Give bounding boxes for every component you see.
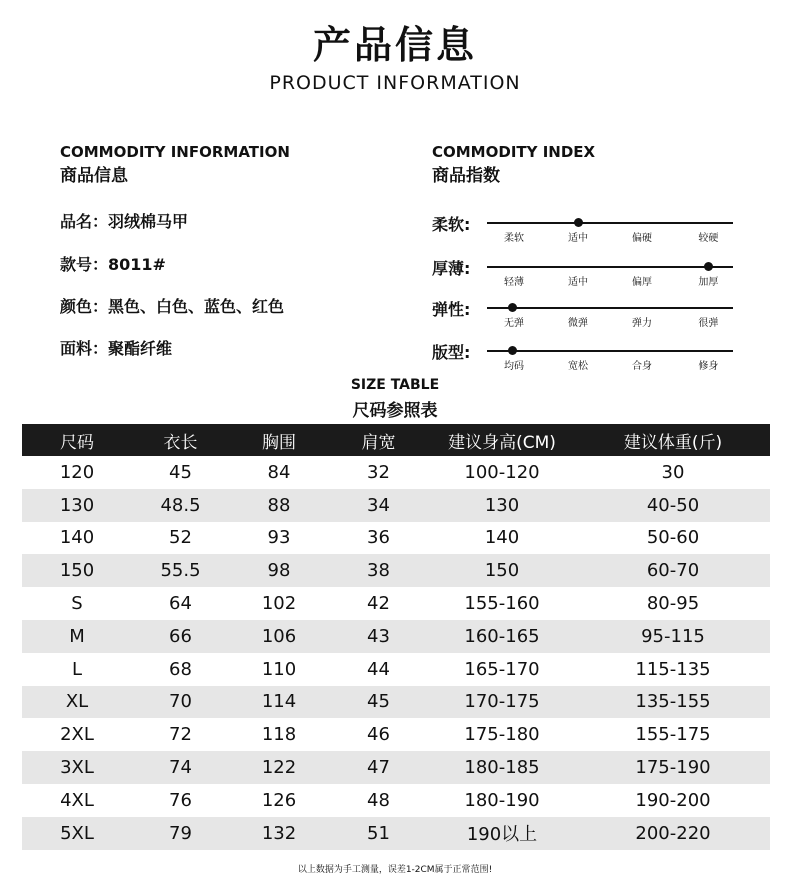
index-scale-tick: 加厚 xyxy=(698,277,719,288)
info-row-fabric: 面料：聚酯纤维 xyxy=(60,339,173,358)
table-cell: 155-175 xyxy=(635,724,711,746)
table-cell: 190以上 xyxy=(428,817,576,850)
info-row-colors: 颜色：黑色、白色、蓝色、红色 xyxy=(60,297,285,316)
table-row xyxy=(22,817,770,850)
size-table-title-en: SIZE TABLE xyxy=(350,377,440,393)
page-subtitle: PRODUCT INFORMATION xyxy=(269,72,521,94)
table-cell: 180-185 xyxy=(428,751,576,784)
table-cell: 38 xyxy=(329,554,428,587)
size-table-header-cell: 建议体重(斤) xyxy=(576,424,770,456)
index-scale-row xyxy=(432,212,742,252)
index-scale-tick: 适中 xyxy=(568,277,589,288)
table-cell: M xyxy=(22,620,132,653)
table-cell: 51 xyxy=(329,817,428,850)
table-cell: 170-175 xyxy=(428,686,576,719)
table-cell: 30 xyxy=(661,461,685,483)
index-scale-tick: 柔软 xyxy=(504,233,525,244)
table-row xyxy=(22,784,770,817)
table-cell: 140 xyxy=(59,527,95,549)
table-cell: 180-190 xyxy=(464,789,540,811)
table-cell: 55.5 xyxy=(132,554,229,587)
size-table-header-cell: 衣长 xyxy=(132,424,229,456)
table-cell: 130 xyxy=(428,489,576,522)
index-scale-tick: 较硬 xyxy=(698,233,719,244)
size-footnote: 以上数据为手工测量，误差1-2CM属于正常范围! xyxy=(297,865,493,875)
index-scale-line xyxy=(487,307,733,309)
table-cell: 150 xyxy=(22,554,132,587)
index-scale-tick: 弹力 xyxy=(631,318,652,329)
table-cell: 98 xyxy=(229,554,329,587)
table-cell: 160-165 xyxy=(428,620,576,653)
table-cell: 47 xyxy=(329,751,428,784)
table-cell: 132 xyxy=(229,817,329,850)
table-cell: 52 xyxy=(169,527,192,549)
table-cell: 100-120 xyxy=(464,461,540,483)
index-scale-tick: 微弹 xyxy=(568,318,589,329)
index-scale-marker xyxy=(508,303,517,312)
table-cell: 50-60 xyxy=(646,527,700,549)
table-cell: 88 xyxy=(229,489,329,522)
table-cell: 48.5 xyxy=(132,489,229,522)
index-scale-line xyxy=(487,222,733,224)
table-cell: 118 xyxy=(261,724,297,746)
table-cell: 5XL xyxy=(22,817,132,850)
table-cell: 190-200 xyxy=(635,789,711,811)
table-row xyxy=(22,686,770,719)
table-cell: 60-70 xyxy=(576,554,770,587)
table-cell: 126 xyxy=(261,789,297,811)
table-cell: 115-135 xyxy=(635,658,711,680)
table-cell: 102 xyxy=(261,593,297,615)
size-table-header-cell: 肩宽 xyxy=(329,424,428,456)
table-cell: 64 xyxy=(169,593,192,615)
index-scale-row xyxy=(432,256,742,296)
index-scale-tick: 轻薄 xyxy=(504,277,525,288)
table-cell: 3XL xyxy=(22,751,132,784)
table-row xyxy=(22,718,770,751)
table-cell: S xyxy=(71,593,83,615)
index-scale-tick: 均码 xyxy=(504,361,525,372)
table-cell: XL xyxy=(22,686,132,719)
size-table-header-cell: 建议身高(CM) xyxy=(428,424,576,456)
index-scale-line xyxy=(487,350,733,352)
table-cell: 68 xyxy=(169,658,192,680)
index-scale-row xyxy=(432,297,742,337)
table-cell: 40-50 xyxy=(576,489,770,522)
table-cell: 79 xyxy=(132,817,229,850)
page-title: 产品信息 xyxy=(312,23,477,67)
size-table-header-cell: 尺码 xyxy=(22,424,132,456)
table-cell: 46 xyxy=(367,724,390,746)
table-cell: 42 xyxy=(367,593,390,615)
table-row xyxy=(22,751,770,784)
info-row-name: 品名：羽绒棉马甲 xyxy=(60,212,189,231)
table-cell: 106 xyxy=(229,620,329,653)
index-scale-marker xyxy=(574,218,583,227)
table-cell: 140 xyxy=(484,527,520,549)
table-cell: 4XL xyxy=(60,789,94,811)
table-cell: 93 xyxy=(267,527,291,549)
table-cell: 2XL xyxy=(60,724,94,746)
index-scale-tick: 宽松 xyxy=(568,361,589,372)
index-scale-marker xyxy=(508,346,517,355)
table-cell: 84 xyxy=(267,461,291,483)
size-table-header-cell: 胸围 xyxy=(229,424,329,456)
commodity-index-title-cn: 商品指数 xyxy=(432,166,500,186)
index-scale-row xyxy=(432,340,742,380)
table-cell: 200-220 xyxy=(576,817,770,850)
table-cell: 80-95 xyxy=(646,593,700,615)
info-row-style-no: 款号：8011# xyxy=(60,255,166,274)
table-cell: 32 xyxy=(367,461,390,483)
index-scale-tick: 适中 xyxy=(568,233,589,244)
index-scale-label: 柔软: xyxy=(432,215,471,234)
table-row xyxy=(22,554,770,587)
table-cell: 175-190 xyxy=(576,751,770,784)
commodity-info-title-cn: 商品信息 xyxy=(60,166,128,186)
table-cell: 45 xyxy=(169,461,192,483)
table-cell: 74 xyxy=(132,751,229,784)
table-cell: 155-160 xyxy=(464,593,540,615)
table-cell: 34 xyxy=(329,489,428,522)
table-cell: 175-180 xyxy=(464,724,540,746)
table-cell: 114 xyxy=(229,686,329,719)
table-cell: 135-155 xyxy=(576,686,770,719)
index-scale-tick: 很弹 xyxy=(698,318,719,329)
table-cell: 72 xyxy=(169,724,192,746)
index-scale-label: 厚薄: xyxy=(432,259,471,278)
index-scale-tick: 修身 xyxy=(698,361,719,372)
table-row xyxy=(22,587,770,620)
index-scale-tick: 偏硬 xyxy=(631,233,652,244)
table-cell: L xyxy=(71,658,83,680)
size-table-header xyxy=(22,424,770,456)
table-cell: 110 xyxy=(261,658,297,680)
table-cell: 130 xyxy=(22,489,132,522)
table-cell: 120 xyxy=(59,461,95,483)
index-scale-marker xyxy=(704,262,713,271)
table-cell: 150 xyxy=(428,554,576,587)
size-table xyxy=(22,424,770,850)
index-scale-tick: 合身 xyxy=(631,361,652,372)
table-row xyxy=(22,653,770,686)
table-cell: 48 xyxy=(367,789,390,811)
table-cell: 70 xyxy=(132,686,229,719)
table-row xyxy=(22,456,770,489)
size-table-title-cn: 尺码参照表 xyxy=(352,401,438,421)
index-scale-tick: 偏厚 xyxy=(631,277,652,288)
commodity-info-title-en: COMMODITY INFORMATION xyxy=(60,143,290,161)
index-scale-line xyxy=(487,266,733,268)
table-cell: 165-170 xyxy=(464,658,540,680)
table-cell: 76 xyxy=(169,789,192,811)
table-cell: 122 xyxy=(229,751,329,784)
index-scale-tick: 无弹 xyxy=(504,318,525,329)
table-row xyxy=(22,489,770,522)
index-scale-label: 弹性: xyxy=(432,300,471,319)
table-cell: 95-115 xyxy=(576,620,770,653)
commodity-index-title-en: COMMODITY INDEX xyxy=(432,143,596,161)
index-scale-label: 版型: xyxy=(432,343,471,362)
table-cell: 66 xyxy=(132,620,229,653)
table-row xyxy=(22,620,770,653)
table-cell: 36 xyxy=(367,527,390,549)
table-cell: 43 xyxy=(329,620,428,653)
table-cell: 44 xyxy=(367,658,390,680)
table-cell: 45 xyxy=(329,686,428,719)
table-row xyxy=(22,522,770,555)
